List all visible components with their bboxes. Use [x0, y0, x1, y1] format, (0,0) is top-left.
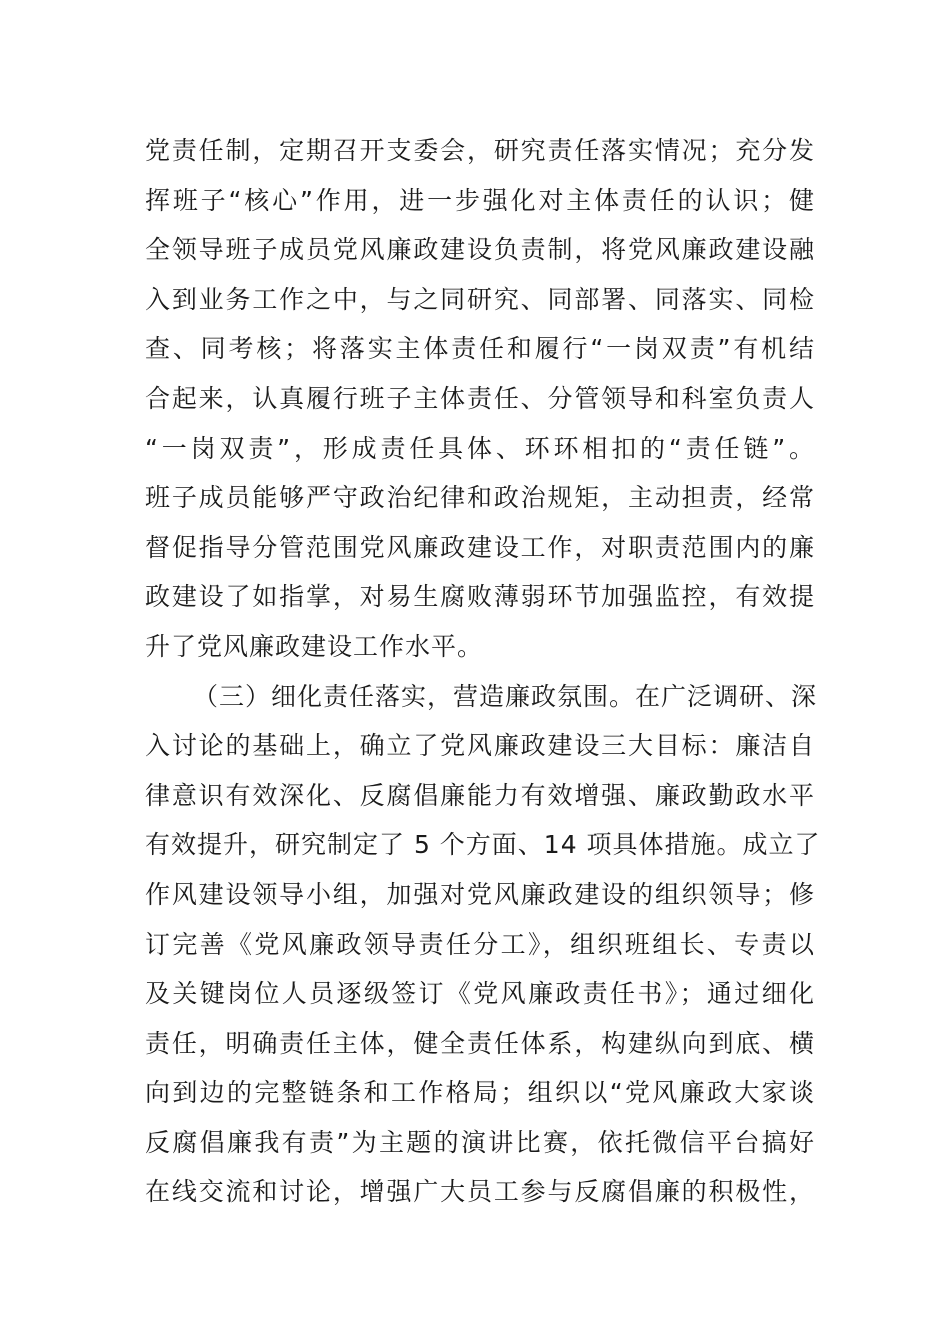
text-line: 合起来，认真履行班子主体责任、分管领导和科室负责人	[145, 383, 815, 413]
text-line: 有效提升，研究制定了 5 个方面、14 项具体措施。成立了	[145, 830, 821, 860]
text-line: 订完善《党风廉政领导责任分工》，组织班组长、专责以	[145, 929, 815, 959]
text-line: 入讨论的基础上，确立了党风廉政建设三大目标：廉洁自	[145, 731, 815, 761]
text-line: 责任，明确责任主体，健全责任体系，构建纵向到底、横	[145, 1028, 815, 1058]
text-line: 在线交流和讨论，增强广大员工参与反腐倡廉的积极性，	[145, 1177, 815, 1207]
text-line: 督促指导分管范围党风廉政建设工作，对职责范围内的廉	[145, 532, 815, 562]
text-line: 全领导班子成员党风廉政建设负责制，将党风廉政建设融	[145, 235, 815, 265]
document-body	[145, 126, 821, 1217]
text-line: 反腐倡廉我有责”为主题的演讲比赛，依托微信平台搞好	[145, 1127, 815, 1157]
text-line: 查、同考核；将落实主体责任和履行“一岗双责”有机结	[145, 334, 815, 364]
paragraph-end-line: 升了党风廉政建设工作水平。	[145, 631, 484, 661]
text-line: 律意识有效深化、反腐倡廉能力有效增强、廉政勤政水平	[145, 780, 815, 810]
section-heading-line: （三）细化责任落实，营造廉政氛围。在广泛调研、深	[193, 681, 818, 711]
text-line: 挥班子“核心”作用，进一步强化对主体责任的认识；健	[145, 185, 815, 215]
text-line: 班子成员能够严守政治纪律和政治规矩，主动担责，经常	[145, 483, 815, 513]
text-line: “一岗双责”，形成责任具体、环环相扣的“责任链”。	[145, 433, 815, 463]
text-line: 向到边的完整链条和工作格局；组织以“党风廉政大家谈	[145, 1078, 815, 1108]
text-line: 入到业务工作之中，与之同研究、同部署、同落实、同检	[145, 284, 815, 314]
text-line: 党责任制，定期召开支委会，研究责任落实情况；充分发	[145, 136, 815, 165]
text-line: 政建设了如指掌，对易生腐败薄弱环节加强监控，有效提	[145, 582, 815, 612]
text-line: 作风建设领导小组，加强对党风廉政建设的组织领导；修	[145, 879, 815, 909]
text-line: 及关键岗位人员逐级签订《党风廉政责任书》；通过细化	[145, 979, 815, 1009]
